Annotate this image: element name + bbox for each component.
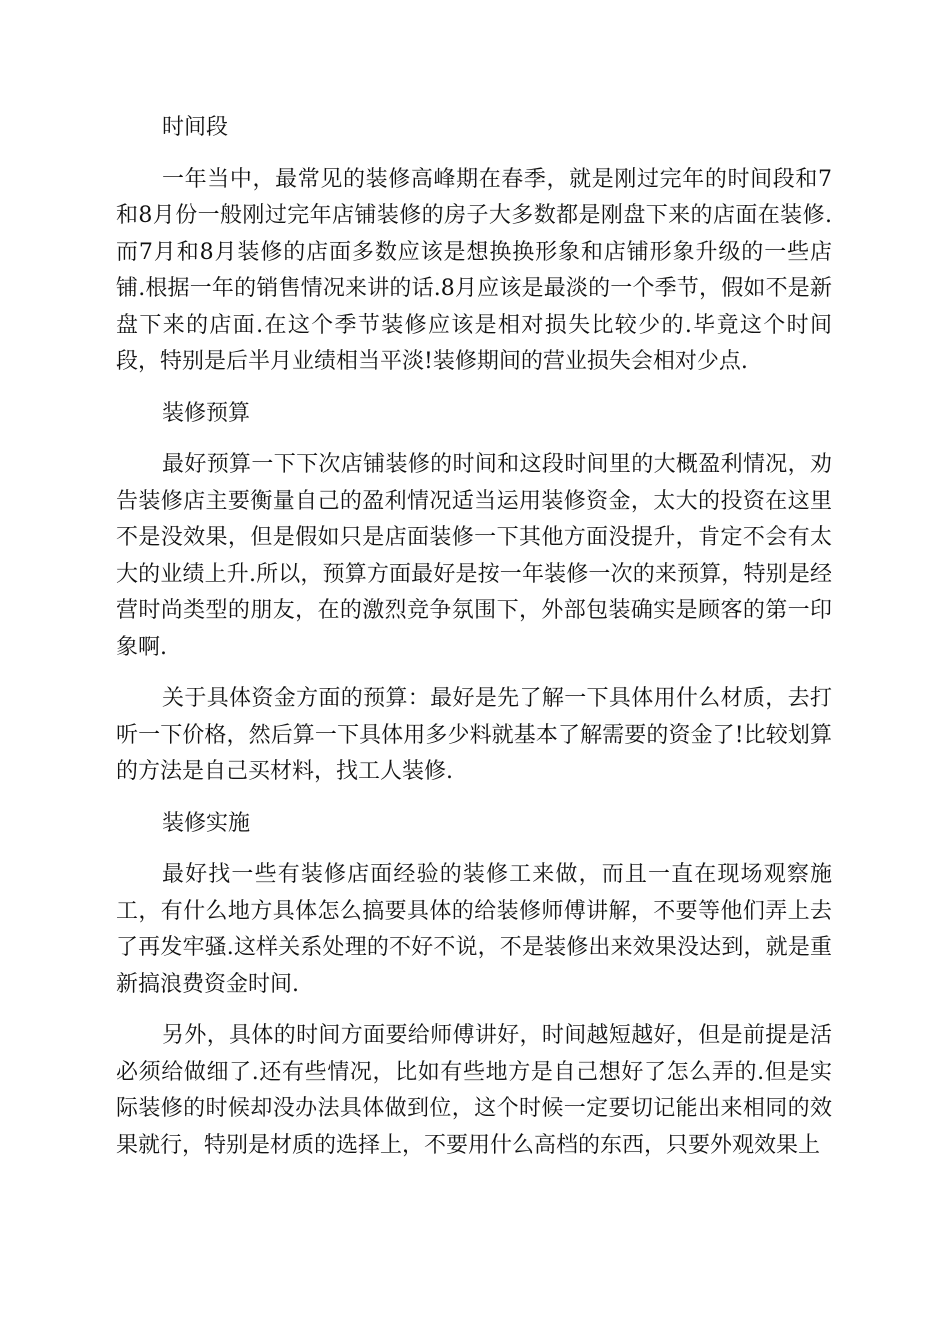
- section-heading: 装修实施: [162, 810, 251, 836]
- section-heading: 时间段: [162, 115, 229, 140]
- section-heading: 装修预算: [162, 400, 251, 426]
- section-time-period: [116, 110, 832, 381]
- paragraph: 一年当中，最常见的装修高峰期在春季，就是刚过完年的时间段和7和8月份一般刚过完年店铺装修的房子大多数都是刚盘下来的店面在装修.而7月和8月装修的店面多数应该是想换换形象和店铺形象升级的一些店铺.根据一年的销售情况来讲的话.8月应该是最淡的一个季节，假如不是新盘下来的店面.在这个季节装修应该是相对损失比较少的.毕竟这个时间段，特别是后半月业绩相当平淡!装修期间的营业损失会相对少点.: [116, 166, 832, 374]
- paragraph: 关于具体资金方面的预算：最好是先了解一下具体用什么材质，去打听一下价格，然后算一下具体用多少料就基本了解需要的资金了!比较划算的方法是自己买材料，找工人装修.: [116, 686, 832, 784]
- paragraph: 最好预算一下下次店铺装修的时间和这段时间里的大概盈利情况，劝告装修店主要衡量自己的盈利情况适当运用装修资金，太大的投资在这里不是没效果，但是假如只是店面装修一下其他方面没提升，肯定不会有太大的业绩上升.所以，预算方面最好是按一年装修一次的来预算，特别是经营时尚类型的朋友，在的激烈竞争氛围下，外部包装确实是顾客的第一印象啊.: [116, 452, 832, 660]
- document-page: [116, 110, 832, 1179]
- section-budget: [116, 396, 832, 791]
- section-implementation: [116, 806, 832, 1165]
- paragraph: 最好找一些有装修店面经验的装修工来做，而且一直在现场观察施工，有什么地方具体怎么搞要具体的给装修师傅讲解，不要等他们弄上去了再发牢骚.这样关系处理的不好不说，不是装修出来效果没达到，就是重新搞浪费资金时间.: [116, 862, 832, 997]
- paragraph: 另外，具体的时间方面要给师傅讲好，时间越短越好，但是前提是活必须给做细了.还有些情况，比如有些地方是自己想好了怎么弄的.但是实际装修的时候却没办法具体做到位，这个时候一定要切记能出来相同的效果就行，特别是材质的选择上，不要用什么高档的东西，只要外观效果上: [116, 1023, 832, 1158]
